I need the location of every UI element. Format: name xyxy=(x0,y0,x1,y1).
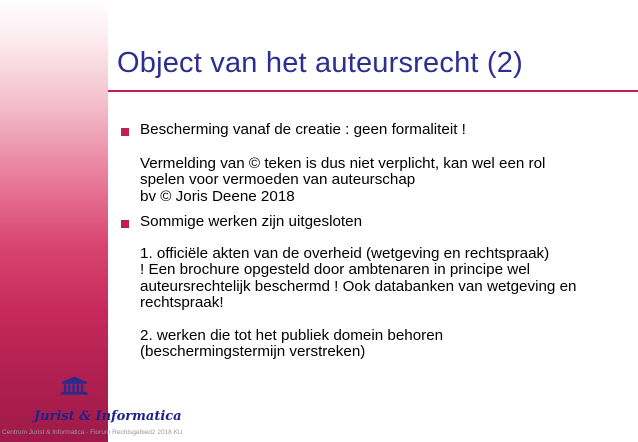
paragraph-line: rechtspraak! xyxy=(140,294,224,312)
bullet-marker xyxy=(121,128,129,136)
bullet-marker xyxy=(121,220,129,228)
paragraph-line: auteursrechtelijk beschermd ! Ook databanken van wetgeving en xyxy=(140,277,577,295)
logo-text: Jurist & Informatica xyxy=(34,409,182,424)
paragraph-line: (beschermingstermijn verstreken) xyxy=(140,343,366,361)
temple-icon xyxy=(60,370,120,410)
paragraph-line: ! Een brochure opgesteld door ambtenaren in principe wel xyxy=(140,261,531,279)
paragraph-line: Vermelding van © teken is dus niet verplicht, kan wel een rol xyxy=(140,155,546,172)
paragraph-line: 1. officiële akten van de overheid (wetgeving en rechtspraak) xyxy=(140,245,550,262)
bullet-2-text: Sommige werken zijn uitgesloten xyxy=(140,213,363,230)
paragraph-line: spelen voor vermoeden van auteurschap xyxy=(140,171,416,189)
paragraph-line: bv © Joris Deene 2018 xyxy=(140,187,295,205)
bullet-1-paragraph xyxy=(140,156,545,205)
paragraph-line: 2. werken die tot het publiek domein behoren xyxy=(140,327,444,345)
bullet-1-text: Bescherming vanaf de creatie : geen formaliteit ! xyxy=(140,121,466,138)
footer-text: Centrum Jurist & Informatica - Fiorum Rechtsgebied2 2018 KU xyxy=(2,429,183,436)
title-divider xyxy=(108,90,638,92)
slide-title: Object van het auteursrecht (2) xyxy=(117,47,523,79)
paragraph-line xyxy=(140,312,576,328)
bullet-2-paragraph xyxy=(140,246,576,361)
